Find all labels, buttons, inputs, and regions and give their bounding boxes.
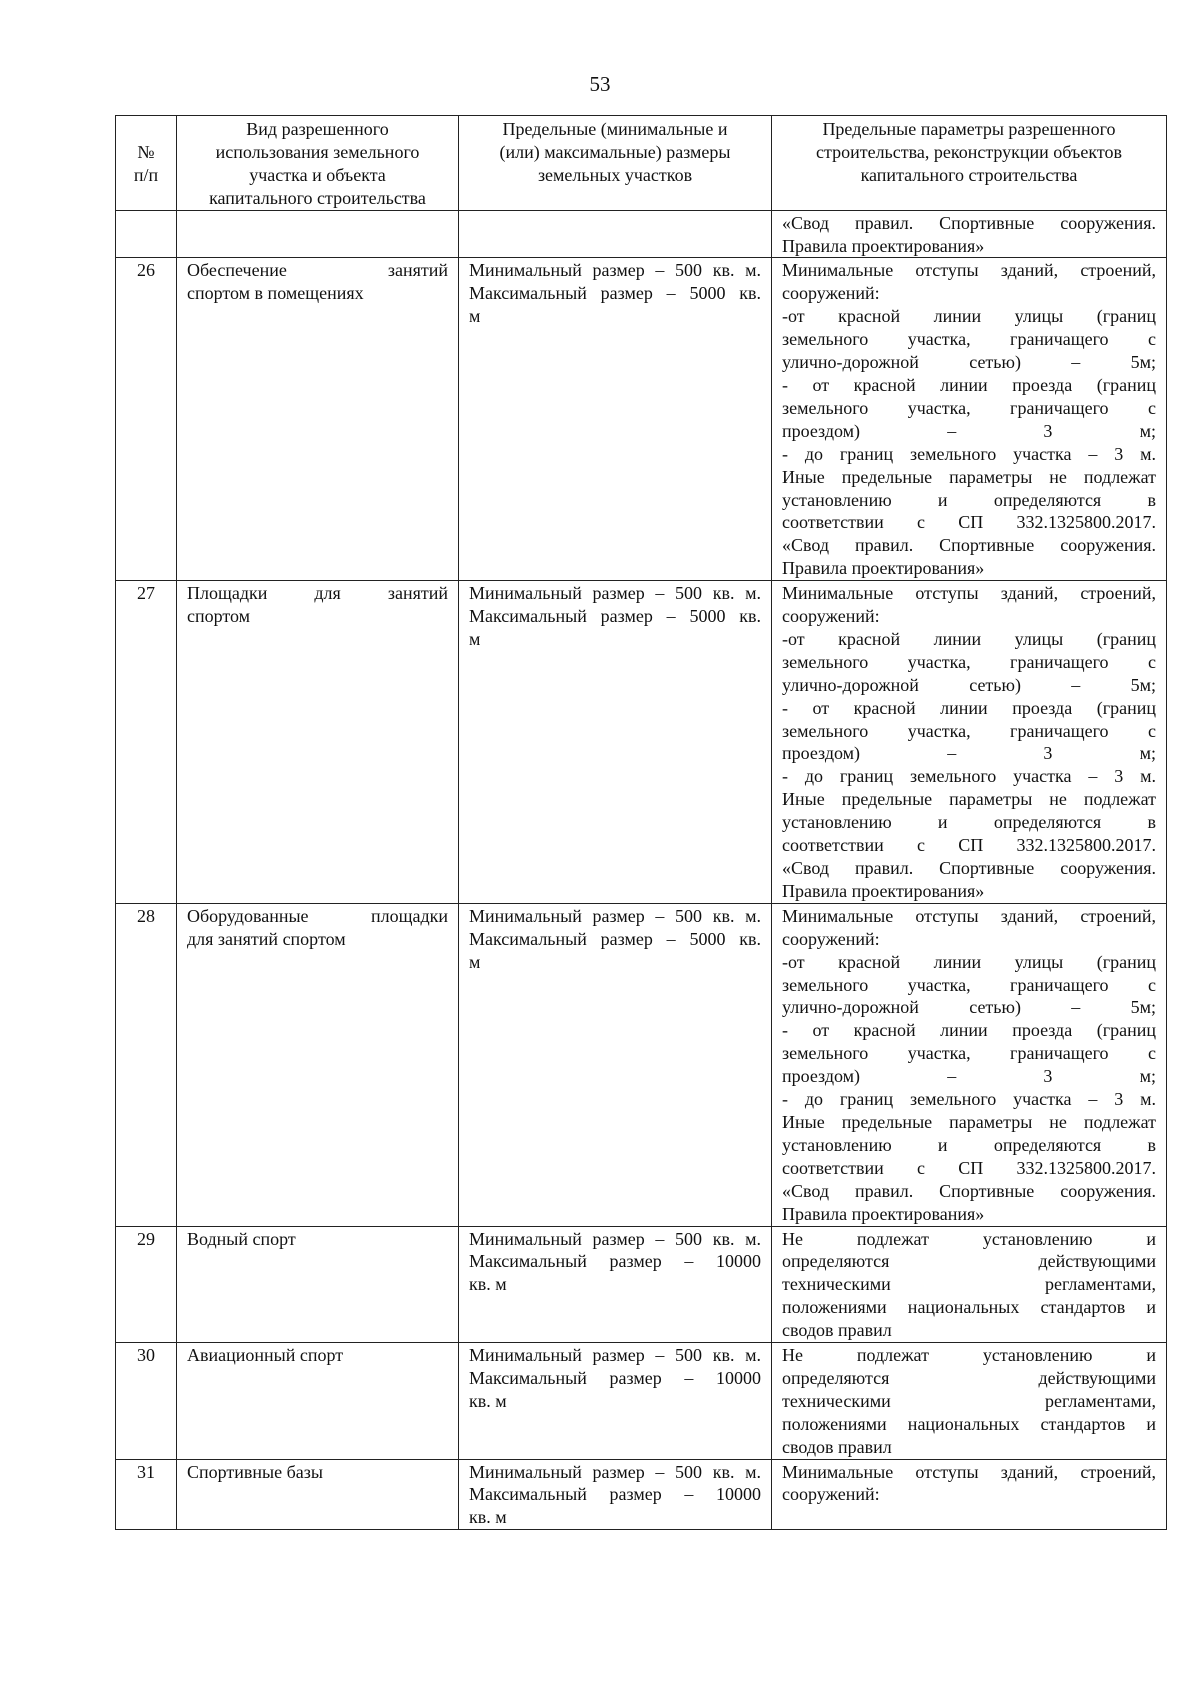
text-line: соответствии с СП 332.1325800.2017. bbox=[782, 1157, 1156, 1178]
text-line: «Свод правил. Спортивные сооружения. bbox=[782, 1180, 1156, 1201]
text-line: кв. м bbox=[469, 1274, 507, 1295]
table-row bbox=[116, 903, 1167, 1226]
text-line: кв. м bbox=[469, 1507, 507, 1528]
text-line: Правила проектирования» bbox=[782, 558, 985, 579]
text-line: Максимальный размер – 10000 bbox=[469, 1251, 761, 1272]
text-line: м bbox=[469, 951, 481, 972]
use-type-cell bbox=[177, 1226, 459, 1343]
construction-params-cell bbox=[772, 258, 1167, 581]
text-line: «Свод правил. Спортивные сооружения. bbox=[782, 212, 1156, 233]
text-line: сооружений: bbox=[782, 928, 880, 949]
construction-params-cell bbox=[772, 1459, 1167, 1530]
table-row bbox=[116, 1343, 1167, 1460]
text-line: проездом) – 3 м; bbox=[782, 1066, 1156, 1087]
text-line: Предельные параметры разрешенного bbox=[822, 119, 1116, 139]
table-row bbox=[116, 1226, 1167, 1343]
plot-sizes-cell bbox=[459, 210, 772, 258]
text-line: определяются действующими bbox=[782, 1251, 1156, 1272]
row-number: 31 bbox=[116, 1459, 177, 1530]
text-line: улично-дорожной сетью) – 5м; bbox=[782, 352, 1156, 373]
text-line: сводов правил bbox=[782, 1436, 892, 1457]
text-line: Минимальные отступы зданий, строений, bbox=[782, 583, 1156, 604]
text-line: Минимальные отступы зданий, строений, bbox=[782, 1461, 1156, 1482]
construction-params-cell bbox=[772, 581, 1167, 904]
text-line: кв. м bbox=[469, 1390, 507, 1411]
text-line: для занятий спортом bbox=[187, 928, 346, 949]
table-row bbox=[116, 258, 1167, 581]
text-line: - до границ земельного участка – 3 м. bbox=[782, 766, 1156, 787]
text-line: установлению и определяются в bbox=[782, 812, 1156, 833]
text-line: Правила проектирования» bbox=[782, 235, 985, 256]
text-line: строительства, реконструкции объектов bbox=[816, 141, 1122, 162]
text-line: сооружений: bbox=[782, 606, 880, 627]
text-line: Обеспечение занятий bbox=[187, 260, 448, 281]
row-number: 28 bbox=[116, 903, 177, 1226]
text-line: спортом в помещениях bbox=[187, 283, 364, 304]
text-line: Правила проектирования» bbox=[782, 880, 985, 901]
header-construction-params bbox=[772, 116, 1167, 211]
text-line: улично-дорожной сетью) – 5м; bbox=[782, 997, 1156, 1018]
text-line: сооружений: bbox=[782, 1484, 880, 1505]
text-line: соответствии с СП 332.1325800.2017. bbox=[782, 835, 1156, 856]
text-line: Иные предельные параметры не подлежат bbox=[782, 466, 1156, 487]
text-line: Максимальный размер – 10000 bbox=[469, 1484, 761, 1505]
text-line: земельного участка, граничащего с bbox=[782, 1043, 1156, 1064]
text-line: земельного участка, граничащего с bbox=[782, 397, 1156, 418]
text-line: сводов правил bbox=[782, 1320, 892, 1341]
use-type-cell bbox=[177, 210, 459, 258]
text-line: Минимальный размер – 500 кв. м. bbox=[469, 1345, 761, 1366]
text-line: установлению и определяются в bbox=[782, 489, 1156, 510]
text-line: проездом) – 3 м; bbox=[782, 743, 1156, 764]
text-line: -от красной линии улицы (границ bbox=[782, 306, 1156, 327]
text-line: м bbox=[469, 628, 481, 649]
construction-params-cell bbox=[772, 1226, 1167, 1343]
text-line: земельного участка, граничащего с bbox=[782, 974, 1156, 995]
row-number: 26 bbox=[116, 258, 177, 581]
construction-params-cell bbox=[772, 210, 1167, 258]
text-line: Иные предельные параметры не подлежат bbox=[782, 789, 1156, 810]
text-line: «Свод правил. Спортивные сооружения. bbox=[782, 535, 1156, 556]
use-type-cell bbox=[177, 1343, 459, 1460]
use-type-cell bbox=[177, 581, 459, 904]
text-line: определяются действующими bbox=[782, 1367, 1156, 1388]
use-type-cell bbox=[177, 258, 459, 581]
header-num bbox=[116, 116, 177, 211]
text-line: Минимальный размер – 500 кв. м. bbox=[469, 1228, 761, 1249]
table-row bbox=[116, 1459, 1167, 1530]
text-line: Максимальный размер – 10000 bbox=[469, 1367, 761, 1388]
plot-sizes-cell bbox=[459, 258, 772, 581]
text-line: установлению и определяются в bbox=[782, 1134, 1156, 1155]
page-number: 53 bbox=[589, 72, 611, 96]
use-type-cell bbox=[177, 903, 459, 1226]
text-line: Водный спорт bbox=[187, 1228, 296, 1249]
plot-sizes-cell bbox=[459, 903, 772, 1226]
text-line: Оборудованные площадки bbox=[187, 905, 448, 926]
text-line: соответствии с СП 332.1325800.2017. bbox=[782, 512, 1156, 533]
text-line: Максимальный размер – 5000 кв. bbox=[469, 928, 761, 949]
text-line: Не подлежат установлению и bbox=[782, 1345, 1156, 1366]
text-line: Минимальные отступы зданий, строений, bbox=[782, 905, 1156, 926]
text-line: - до границ земельного участка – 3 м. bbox=[782, 1089, 1156, 1110]
text-line: земельных участков bbox=[537, 164, 693, 185]
text-line: участка и объекта bbox=[249, 164, 386, 185]
text-line: Вид разрешенного bbox=[246, 119, 389, 139]
text-line: Минимальный размер – 500 кв. м. bbox=[469, 905, 761, 926]
text-line: капитального строительства bbox=[209, 187, 426, 208]
table-header-row bbox=[116, 116, 1167, 211]
text-line: Максимальный размер – 5000 кв. bbox=[469, 283, 761, 304]
text-line: м bbox=[469, 306, 481, 327]
text-line: использования земельного bbox=[215, 141, 420, 162]
text-line: № bbox=[137, 141, 155, 162]
text-line: - от красной линии проезда (границ bbox=[782, 1020, 1156, 1041]
header-plot-sizes bbox=[459, 116, 772, 211]
use-type-cell bbox=[177, 1459, 459, 1530]
text-line: спортом bbox=[187, 606, 251, 627]
text-line: земельного участка, граничащего с bbox=[782, 329, 1156, 350]
text-line: Минимальный размер – 500 кв. м. bbox=[469, 583, 761, 604]
text-line: положениями национальных стандартов и bbox=[782, 1413, 1156, 1434]
text-line: Площадки для занятий bbox=[187, 583, 448, 604]
text-line: земельного участка, граничащего с bbox=[782, 720, 1156, 741]
text-line: Авиационный спорт bbox=[187, 1345, 344, 1366]
text-line: техническими регламентами, bbox=[782, 1274, 1156, 1295]
header-use-type bbox=[177, 116, 459, 211]
plot-sizes-cell bbox=[459, 1343, 772, 1460]
text-line: п/п bbox=[133, 164, 159, 185]
text-line: сооружений: bbox=[782, 283, 880, 304]
text-line: - от красной линии проезда (границ bbox=[782, 374, 1156, 395]
text-line: -от красной линии улицы (границ bbox=[782, 951, 1156, 972]
text-line: капитального строительства bbox=[860, 164, 1078, 185]
plot-sizes-cell bbox=[459, 1226, 772, 1343]
table-row bbox=[116, 210, 1167, 258]
text-line: Не подлежат установлению и bbox=[782, 1228, 1156, 1249]
text-line: - от красной линии проезда (границ bbox=[782, 697, 1156, 718]
text-line: положениями национальных стандартов и bbox=[782, 1297, 1156, 1318]
construction-params-cell bbox=[772, 1343, 1167, 1460]
plot-sizes-cell bbox=[459, 1459, 772, 1530]
text-line: Спортивные базы bbox=[187, 1461, 323, 1482]
row-number: 29 bbox=[116, 1226, 177, 1343]
land-use-regulations-table bbox=[115, 115, 1167, 1530]
text-line: Минимальные отступы зданий, строений, bbox=[782, 260, 1156, 281]
text-line: (или) максимальные) размеры bbox=[499, 141, 731, 162]
text-line: -от красной линии улицы (границ bbox=[782, 628, 1156, 649]
construction-params-cell bbox=[772, 903, 1167, 1226]
text-line: улично-дорожной сетью) – 5м; bbox=[782, 674, 1156, 695]
text-line: техническими регламентами, bbox=[782, 1390, 1156, 1411]
text-line: Правила проектирования» bbox=[782, 1203, 985, 1224]
text-line: Минимальный размер – 500 кв. м. bbox=[469, 1461, 761, 1482]
text-line: «Свод правил. Спортивные сооружения. bbox=[782, 858, 1156, 878]
row-number bbox=[116, 210, 177, 258]
row-number: 27 bbox=[116, 581, 177, 904]
text-line: Минимальный размер – 500 кв. м. bbox=[469, 260, 761, 281]
text-line: Максимальный размер – 5000 кв. bbox=[469, 606, 761, 627]
text-line: земельного участка, граничащего с bbox=[782, 651, 1156, 672]
text-line: Предельные (минимальные и bbox=[502, 119, 728, 139]
text-line: Иные предельные параметры не подлежат bbox=[782, 1111, 1156, 1132]
text-line: - до границ земельного участка – 3 м. bbox=[782, 443, 1156, 464]
table-row bbox=[116, 581, 1167, 904]
plot-sizes-cell bbox=[459, 581, 772, 904]
row-number: 30 bbox=[116, 1343, 177, 1460]
table-body bbox=[116, 210, 1167, 1530]
text-line: проездом) – 3 м; bbox=[782, 420, 1156, 441]
